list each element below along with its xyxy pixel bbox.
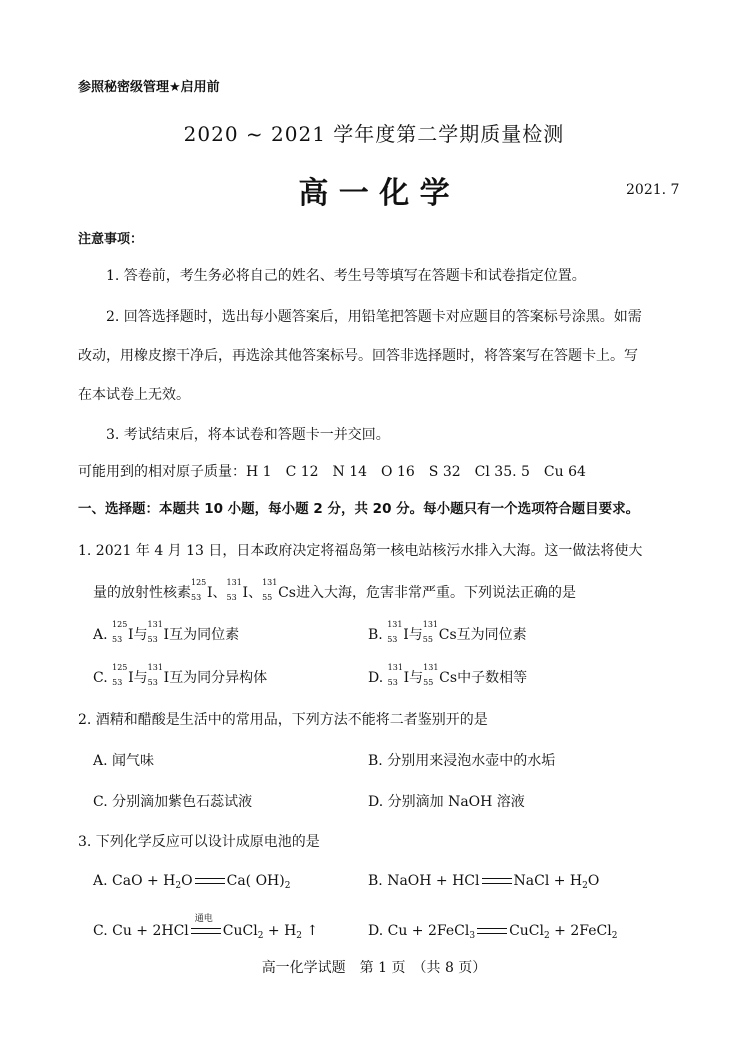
note-1: 1. 答卷前，考生务必将自己的姓名、考生号等填写在答题卡和试卷指定位置。 (106, 268, 586, 284)
subject-title: 高 一 化 学 (298, 176, 450, 211)
q1-line2: 量的放射性核素 125 53 I、 131 53 I、 131 55 Cs进入大海，危害非常严重。下列说法正确的是 (93, 578, 576, 602)
notes-heading: 注意事项： (78, 232, 144, 247)
exam-date: 2021. 7 (626, 182, 680, 198)
note-2-line3: 在本试卷上无效。 (78, 387, 190, 403)
q2-stem: 2. 酒精和醋酸是生活中的常用品，下列方法不能将二者鉴别开的是 (78, 712, 488, 728)
equals-sign (477, 928, 507, 934)
page-footer: 高一化学试题 第 1 页 （共 8 页） (261, 960, 487, 976)
q2-option-a: A. 闻气味 (93, 753, 155, 769)
q1-option-c: C. 125 53 I与 131 53 I互为同分异构体 (93, 663, 268, 687)
nuclide-i131: 131 53 I (226, 578, 249, 602)
exam-title: 2020 ~ 2021 学年度第二学期质量检测 (183, 122, 565, 146)
security-label: 参照秘密级管理★启用前 (78, 80, 220, 95)
q2-option-b: B. 分别用来浸泡水壶中的水垢 (368, 753, 556, 769)
equals-sign (482, 878, 512, 884)
nuclide-i125: 125 53 I (191, 578, 213, 602)
equals-sign (191, 928, 221, 934)
q3-option-b: B. NaOH + HCl NaCl + $H_2O$ (368, 873, 600, 891)
q2-option-d: D. 分别滴加 NaOH 溶液 (368, 794, 525, 810)
nuclide-cs131: 131 55 Cs (262, 578, 296, 602)
q3-option-d: D. Cu + 2FeCl$_3$ CuCl$_2$ + 2FeCl$_2$ (368, 923, 618, 941)
q2-option-c: C. 分别滴加紫色石蕊试液 (93, 794, 253, 810)
q3-stem: 3. 下列化学反应可以设计成原电池的是 (78, 834, 320, 850)
note-3: 3. 考试结束后，将本试卷和答题卡一并交回。 (106, 427, 390, 443)
reaction-condition: 通电 (194, 914, 213, 924)
note-2-line2: 改动，用橡皮擦干净后，再选涂其他答案标号。回答非选择题时，将答案写在答题卡上。写 (78, 348, 638, 364)
q1-line2-post: 进入大海，危害非常严重。下列说法正确的是 (295, 585, 576, 601)
note-2-line1: 2. 回答选择题时，选出每小题答案后，用铅笔把答题卡对应题目的答案标号涂黑。如需 (106, 309, 642, 325)
q3-option-c: C. Cu + 2HCl 通电 CuCl$_2$ + $H_2$ ↑ (93, 923, 318, 941)
q3-option-a: A. CaO + $H_2O$ Ca( $OH)_2$ (93, 873, 291, 891)
q1-option-a: A. 125 53 I与 131 53 I互为同位素 (93, 620, 240, 644)
section-1-heading: 一、选择题：本题共 10 小题，每小题 2 分，共 20 分。每小题只有一个选项符合题目要求。 (78, 501, 640, 517)
equals-sign (195, 878, 225, 884)
atomic-masses: 可能用到的相对原子质量：H 1 C 12 N 14 O 16 S 32 Cl 35. 5 Cu 64 (78, 464, 586, 480)
q1-line1: 1. 2021 年 4 月 13 日，日本政府决定将福岛第一核电站核污水排入大海。这一做法将使大 (78, 543, 643, 559)
q1-option-b: B. 131 53 I与 131 55 Cs互为同位素 (368, 620, 527, 644)
q1-line2-pre: 量的放射性核素 (93, 585, 191, 601)
q1-option-d: D. 131 53 I与 131 55 Cs中子数相等 (368, 663, 528, 687)
